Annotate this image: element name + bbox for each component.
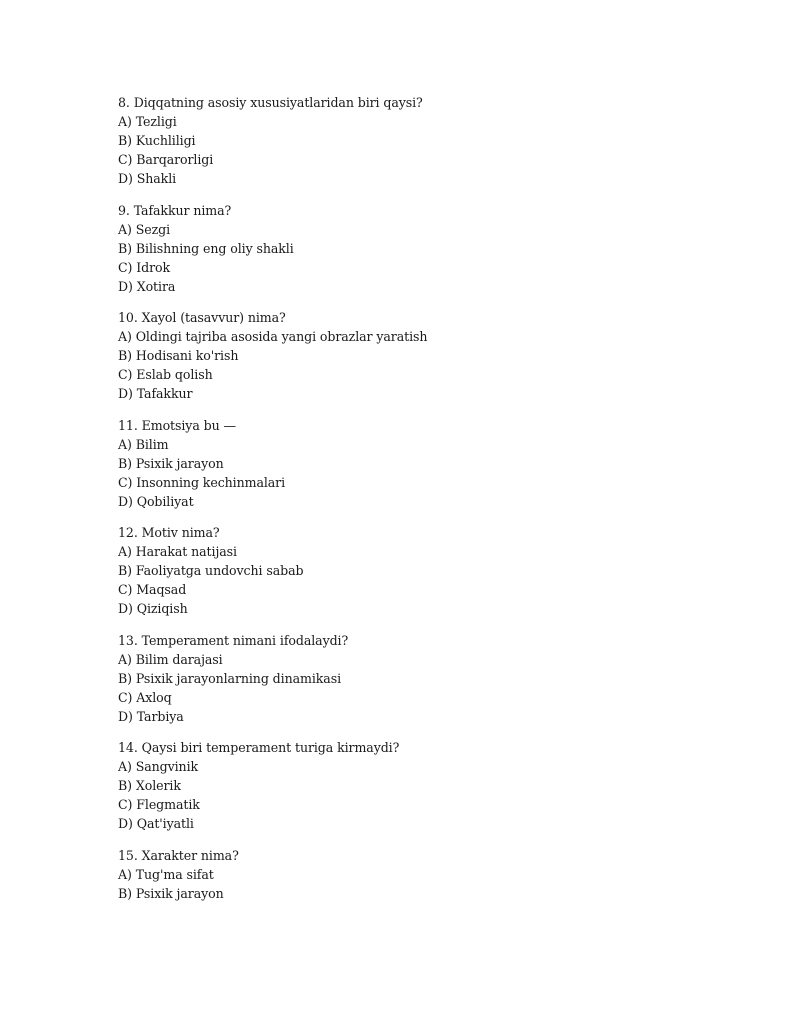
answer-option: B) Kuchliligi <box>118 133 196 148</box>
answer-option: A) Tug'ma sifat <box>118 866 214 882</box>
answer-option: B) Psixik jarayonlarning dinamikasi <box>118 670 341 686</box>
question-13 <box>118 631 738 726</box>
answer-option: D) Qobiliyat <box>118 493 194 509</box>
answer-option: C) Maqsad <box>118 582 187 597</box>
question-text: 10. Xayol (tasavvur) nima? <box>118 310 286 325</box>
question-14 <box>118 738 738 833</box>
answer-option: C) Eslab qolish <box>118 367 213 382</box>
answer-option: B) Xolerik <box>118 778 181 793</box>
answer-option: B) Hodisani ko'rish <box>118 348 239 363</box>
answer-option: D) Tafakkur <box>118 386 193 401</box>
answer-option: B) Psixik jarayon <box>118 885 224 901</box>
answer-option: C) Insonning kechinmalari <box>118 474 286 490</box>
answer-option: C) Barqarorligi <box>118 152 214 167</box>
answer-option: B) Faoliyatga undovchi sabab <box>118 563 304 578</box>
answer-option: D) Qiziqish <box>118 601 188 616</box>
question-text: 14. Qaysi biri temperament turiga kirmaydi? <box>118 740 400 755</box>
answer-option: A) Bilim darajasi <box>118 651 223 667</box>
answer-option: A) Sezgi <box>118 221 171 237</box>
answer-option: D) Xotira <box>118 278 176 294</box>
answer-option: A) Bilim <box>118 436 169 452</box>
answer-option: A) Oldingi tajriba asosida yangi obrazlar yaratish <box>118 329 428 344</box>
answer-option: D) Tarbiya <box>118 708 184 724</box>
question-10 <box>118 308 738 403</box>
document-page <box>118 93 738 915</box>
question-text: 13. Temperament nimani ifodalaydi? <box>118 632 349 648</box>
question-text: 15. Xarakter nima? <box>118 847 239 863</box>
answer-option: C) Axloq <box>118 689 172 705</box>
answer-option: B) Psixik jarayon <box>118 455 224 471</box>
answer-option: D) Qat'iyatli <box>118 816 194 831</box>
question-text: 11. Emotsiya bu — <box>118 417 236 433</box>
question-text: 12. Motiv nima? <box>118 525 220 540</box>
answer-option: D) Shakli <box>118 171 177 186</box>
answer-option: C) Flegmatik <box>118 797 200 812</box>
question-text: 8. Diqqatning asosiy xususiyatlaridan biri qaysi? <box>118 95 423 110</box>
question-12 <box>118 523 738 618</box>
question-8 <box>118 93 738 188</box>
answer-option: A) Harakat natijasi <box>118 544 237 559</box>
question-15 <box>118 846 738 903</box>
question-text: 9. Tafakkur nima? <box>118 202 232 218</box>
question-9 <box>118 201 738 296</box>
answer-option: C) Idrok <box>118 259 171 275</box>
answer-option: B) Bilishning eng oliy shakli <box>118 240 294 256</box>
question-11 <box>118 416 738 511</box>
answer-option: A) Sangvinik <box>118 759 199 774</box>
answer-option: A) Tezligi <box>118 114 177 129</box>
